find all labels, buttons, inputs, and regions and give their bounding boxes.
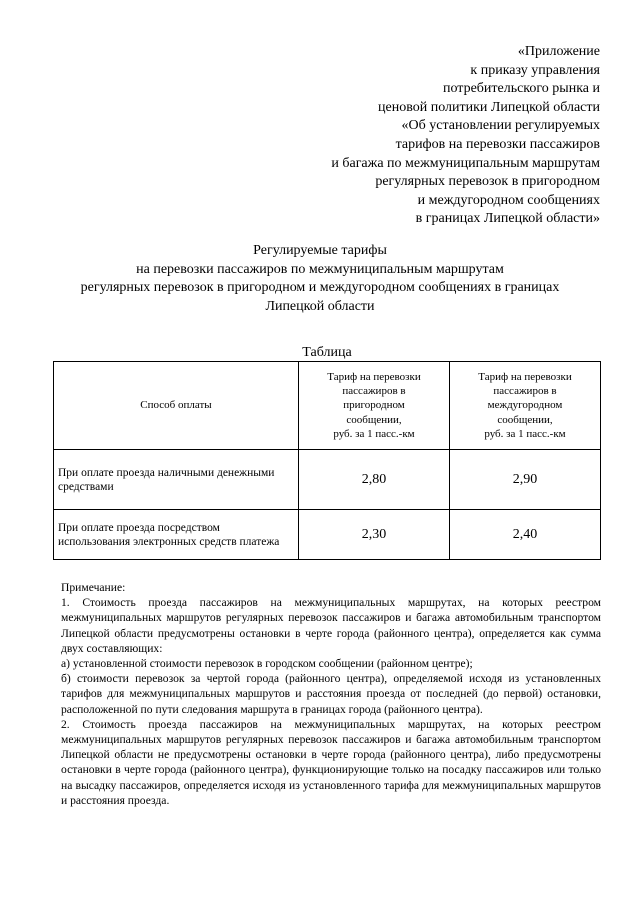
header-line: пассажиров в xyxy=(342,385,406,398)
header-payment-method: Способ оплаты xyxy=(54,362,299,450)
header-line: Тариф на перевозки xyxy=(327,370,421,383)
appendix-line: потребительского рынка и xyxy=(442,81,600,97)
title-line: регулярных перевозок в пригородном и междугородном сообщениях в границах xyxy=(80,280,560,296)
header-line: руб. за 1 пасс.-км xyxy=(333,427,415,440)
appendix-line: «Приложение xyxy=(517,44,600,59)
notes-section xyxy=(61,580,601,808)
table-row xyxy=(54,450,601,510)
appendix-line: к приказу управления xyxy=(470,62,600,78)
header-line: пассажиров в xyxy=(493,385,557,398)
table-caption: Таблица xyxy=(302,345,352,360)
appendix-line: ценовой политики Липецкой области xyxy=(378,99,600,115)
header-intercity-tariff xyxy=(450,362,601,450)
header-line: междугородном xyxy=(487,399,563,412)
appendix-reference xyxy=(240,43,600,229)
appendix-line: «Об установлении регулируемых xyxy=(401,118,600,134)
intercity-tariff-value: 2,90 xyxy=(450,450,601,510)
appendix-line: в границах Липецкой области» xyxy=(415,211,600,227)
payment-method-cell: При оплате проезда наличными денежными средствами xyxy=(54,450,299,510)
table-row xyxy=(54,510,601,560)
document-title xyxy=(20,242,620,316)
appendix-line: регулярных перевозок в пригородном xyxy=(375,174,600,190)
appendix-line: тарифов на перевозки пассажиров xyxy=(395,136,600,152)
suburban-tariff-value: 2,30 xyxy=(299,510,450,560)
note-paragraph: а) установленной стоимости перевозок в городском сообщении (районном центре); xyxy=(61,657,473,671)
payment-method-cell: При оплате проезда посредством использования электронных средств платежа xyxy=(54,510,299,560)
suburban-tariff-value: 2,80 xyxy=(299,450,450,510)
appendix-line: и междугородном сообщениях xyxy=(417,192,600,208)
header-line: сообщении, xyxy=(346,413,402,426)
note-paragraph: 1. Стоимость проезда пассажиров на межмуниципальных маршрутах, на которых реестром межмуниципальных маршрутов регулярных перевозок пассажиров и багажа автомобильным транспортом Липецкой области предусмотрены остановки в черте города (районного центра), определяется как сумма двух составляющих: xyxy=(61,596,601,655)
header-line: пригородном xyxy=(343,399,405,412)
title-line: Липецкой области xyxy=(265,298,375,314)
appendix-line: и багажа по межмуниципальным маршрутам xyxy=(331,155,600,171)
header-line: Тариф на перевозки xyxy=(478,370,572,383)
tariff-table xyxy=(53,361,601,560)
note-paragraph: б) стоимости перевозок за чертой города (районного центра), определяемой исходя из установленных тарифов для межмуниципальных маршрутов и расстояния проезда от последней (до первой) остановки, расположенной по пути следования маршрута в границах города (районного центра). xyxy=(61,672,601,716)
intercity-tariff-value: 2,40 xyxy=(450,510,601,560)
note-paragraph: 2. Стоимость проезда пассажиров на межмуниципальных маршрутах, на которых реестром межмуниципальных маршрутов регулярных перевозок пассажиров и багажа автомобильным транспортом Липецкой области не предусмотрены остановки в черте города (районного центра), либо предусмотрены остановки в черте города (районного центра), функционирующие только на посадку пассажиров или только на высадку пассажиров, определяется исходя из установленного тарифа для межмуниципальных маршрутов и расстояния проезда. xyxy=(61,717,601,807)
header-suburban-tariff xyxy=(299,362,450,450)
notes-heading: Примечание: xyxy=(61,581,126,594)
table-header-row xyxy=(54,362,601,450)
header-line: руб. за 1 пасс.-км xyxy=(484,427,566,440)
title-line: на перевозки пассажиров по межмуниципальным маршрутам xyxy=(136,261,504,277)
header-line: сообщении, xyxy=(497,413,553,426)
title-line: Регулируемые тарифы xyxy=(253,243,387,258)
